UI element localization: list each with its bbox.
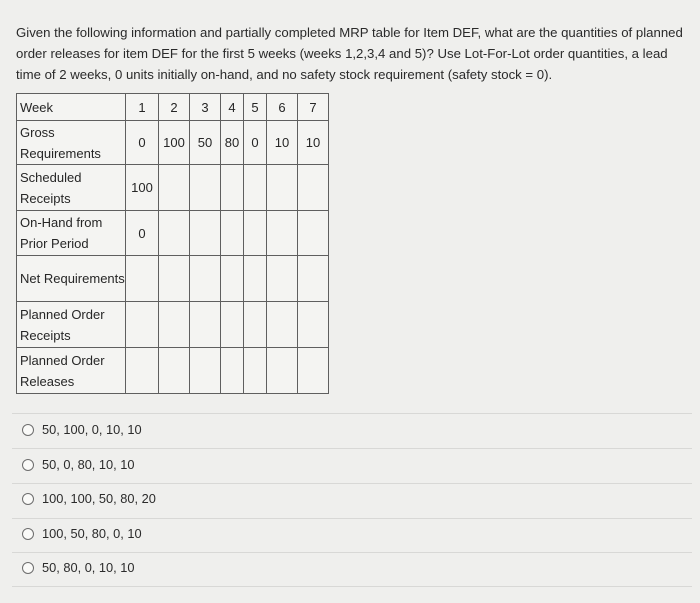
option-label: 100, 50, 80, 0, 10 — [42, 526, 142, 541]
row-label: Gross Requirements — [17, 121, 126, 165]
divider — [12, 518, 692, 519]
radio-button-icon[interactable] — [22, 562, 34, 574]
radio-button-icon[interactable] — [22, 459, 34, 471]
table-cell — [244, 211, 267, 256]
option-label: 50, 80, 0, 10, 10 — [42, 560, 135, 575]
table-cell — [267, 211, 298, 256]
week-header-row — [17, 94, 329, 121]
question-text: Given the following information and partially completed MRP table for Item DEF, what are the quantities of planned order releases for item DEF for the first 5 weeks (weeks 1,2,3,4 and 5)? Use Lot-For-Lot order quantities, a lead time of 2 weeks, 0 units initially on-hand, and no safety stock requirement (safety stock = 0). — [16, 25, 683, 82]
table-cell — [267, 256, 298, 302]
divider — [12, 586, 692, 587]
table-cell — [159, 165, 190, 211]
row-label: Planned Order Receipts — [17, 302, 126, 348]
gross-requirements-row — [17, 121, 329, 165]
on-hand-row — [17, 211, 329, 256]
radio-button-icon[interactable] — [22, 493, 34, 505]
table-cell — [126, 302, 159, 348]
table-cell — [221, 348, 244, 394]
table-cell: 50 — [190, 121, 221, 165]
row-label: Scheduled Receipts — [17, 165, 126, 211]
week-number-6: 6 — [267, 94, 298, 121]
table-cell — [298, 256, 329, 302]
divider — [12, 483, 692, 484]
table-cell — [190, 348, 221, 394]
table-cell — [190, 256, 221, 302]
table-cell — [190, 211, 221, 256]
mrp-table — [16, 93, 329, 394]
answer-option-4[interactable] — [22, 526, 142, 541]
table-cell: 80 — [221, 121, 244, 165]
radio-button-icon[interactable] — [22, 528, 34, 540]
table-cell — [244, 256, 267, 302]
table-cell — [190, 302, 221, 348]
divider — [12, 448, 692, 449]
table-cell — [159, 256, 190, 302]
table-cell — [221, 165, 244, 211]
table-cell: 100 — [126, 165, 159, 211]
week-number-7: 7 — [298, 94, 329, 121]
table-cell: 10 — [267, 121, 298, 165]
table-cell: 10 — [298, 121, 329, 165]
table-cell — [221, 211, 244, 256]
answer-option-1[interactable] — [22, 422, 142, 437]
week-header-label: Week — [17, 94, 126, 121]
table-cell — [244, 348, 267, 394]
table-cell — [126, 348, 159, 394]
week-number-5: 5 — [244, 94, 267, 121]
row-label: On-Hand from Prior Period — [17, 211, 126, 256]
planned-order-releases-row — [17, 348, 329, 394]
table-cell — [298, 165, 329, 211]
table-cell: 0 — [126, 211, 159, 256]
table-cell — [221, 302, 244, 348]
table-cell — [298, 348, 329, 394]
week-number-3: 3 — [190, 94, 221, 121]
planned-order-receipts-row — [17, 302, 329, 348]
table-cell — [190, 165, 221, 211]
table-cell: 0 — [126, 121, 159, 165]
net-requirements-row — [17, 256, 329, 302]
row-label: Net Requirements — [17, 256, 126, 302]
week-number-4: 4 — [221, 94, 244, 121]
week-number-2: 2 — [159, 94, 190, 121]
option-label: 50, 100, 0, 10, 10 — [42, 422, 142, 437]
table-cell — [298, 211, 329, 256]
option-label: 100, 100, 50, 80, 20 — [42, 491, 156, 506]
answer-option-5[interactable] — [22, 560, 135, 575]
table-cell — [221, 256, 244, 302]
week-number-1: 1 — [126, 94, 159, 121]
table-cell — [159, 302, 190, 348]
divider — [12, 413, 692, 414]
table-cell — [298, 302, 329, 348]
table-cell: 100 — [159, 121, 190, 165]
table-cell — [267, 165, 298, 211]
answer-option-3[interactable] — [22, 491, 156, 506]
table-cell — [159, 211, 190, 256]
answer-option-2[interactable] — [22, 457, 135, 472]
table-cell — [267, 302, 298, 348]
table-cell — [126, 256, 159, 302]
row-label: Planned Order Releases — [17, 348, 126, 394]
table-cell — [244, 165, 267, 211]
table-cell — [244, 302, 267, 348]
table-cell — [159, 348, 190, 394]
table-cell: 0 — [244, 121, 267, 165]
divider — [12, 552, 692, 553]
table-cell — [267, 348, 298, 394]
radio-button-icon[interactable] — [22, 424, 34, 436]
scheduled-receipts-row — [17, 165, 329, 211]
option-label: 50, 0, 80, 10, 10 — [42, 457, 135, 472]
